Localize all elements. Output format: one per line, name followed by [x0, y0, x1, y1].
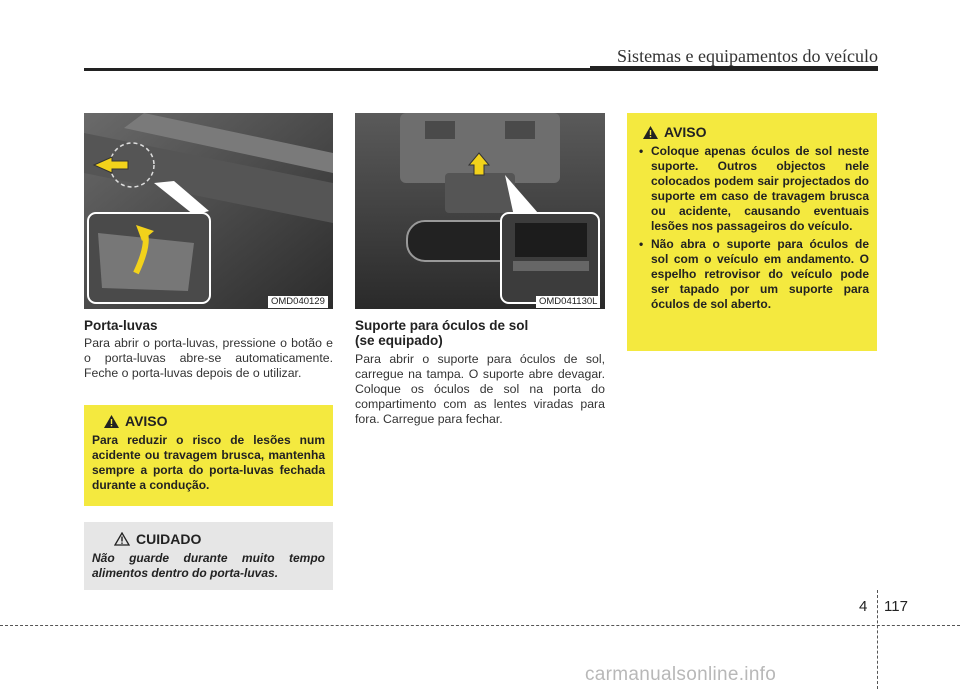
image-code: OMD040129	[268, 296, 328, 308]
caution-header	[114, 531, 325, 547]
glovebox-photo	[84, 113, 333, 309]
section-title: Sistemas e equipamentos do veículo	[617, 46, 878, 66]
caution-title: CUIDADO	[136, 531, 202, 547]
header-rule-accent	[590, 66, 878, 71]
warning-triangle-icon	[643, 126, 658, 139]
caution-triangle-icon	[114, 532, 130, 546]
page-number: 117	[884, 598, 908, 615]
sunglass-body: Para abrir o suporte para óculos de sol, carregue na tampa. O suporte abre devagar. Coloque os óculos de sol na porta do compartimento com as lentes viradas para fora. Carregue para fechar.	[355, 352, 605, 426]
sunglass-heading-line1: Suporte para óculos de sol	[355, 318, 529, 333]
chapter-number: 4	[859, 598, 868, 615]
warning-header	[104, 413, 325, 429]
sunglass-heading-line2: (se equipado)	[355, 333, 443, 348]
warning-item: • Não abra o suporte para óculos de sol com o veículo em andamento. O espelho retrovisor do veículo pode ser tapado por um suporte para óculos de sol aberto.	[635, 237, 869, 312]
warning-title: AVISO	[125, 413, 168, 429]
glovebox-warning-box	[84, 405, 333, 506]
caution-text: Não guarde durante muito tempo alimentos dentro do porta-luvas.	[92, 551, 325, 580]
sunglass-warning-box	[627, 113, 877, 351]
warning-item: • Coloque apenas óculos de sol neste suporte. Outros objectos nele colocados podem sair projectados do suporte em caso de travagem brusca ou acidente, causando eventuais lesões nos passageiros do veículo.	[635, 144, 869, 234]
warning-triangle-icon	[104, 415, 119, 428]
watermark: carmanualsonline.info	[585, 664, 777, 685]
footer-vertical-rule	[877, 590, 878, 689]
image-code: OMD041130L	[536, 296, 600, 308]
glovebox-caution-box	[84, 522, 333, 590]
warning-list	[635, 144, 869, 312]
footer-dashed-rule	[0, 625, 960, 626]
warning-header	[643, 124, 869, 140]
glovebox-heading: Porta-luvas	[84, 318, 158, 333]
glovebox-body: Para abrir o porta-luvas, pressione o botão e o porta-luvas abre-se automaticamente. Feche o porta-luvas depois de o utilizar.	[84, 336, 333, 380]
warning-text: Para reduzir o risco de lesões num acidente ou travagem brusca, mantenha sempre a porta do porta-luvas fechada durante a condução.	[92, 433, 325, 492]
warning-title: AVISO	[664, 124, 707, 140]
sunglass-holder-photo	[355, 113, 605, 309]
